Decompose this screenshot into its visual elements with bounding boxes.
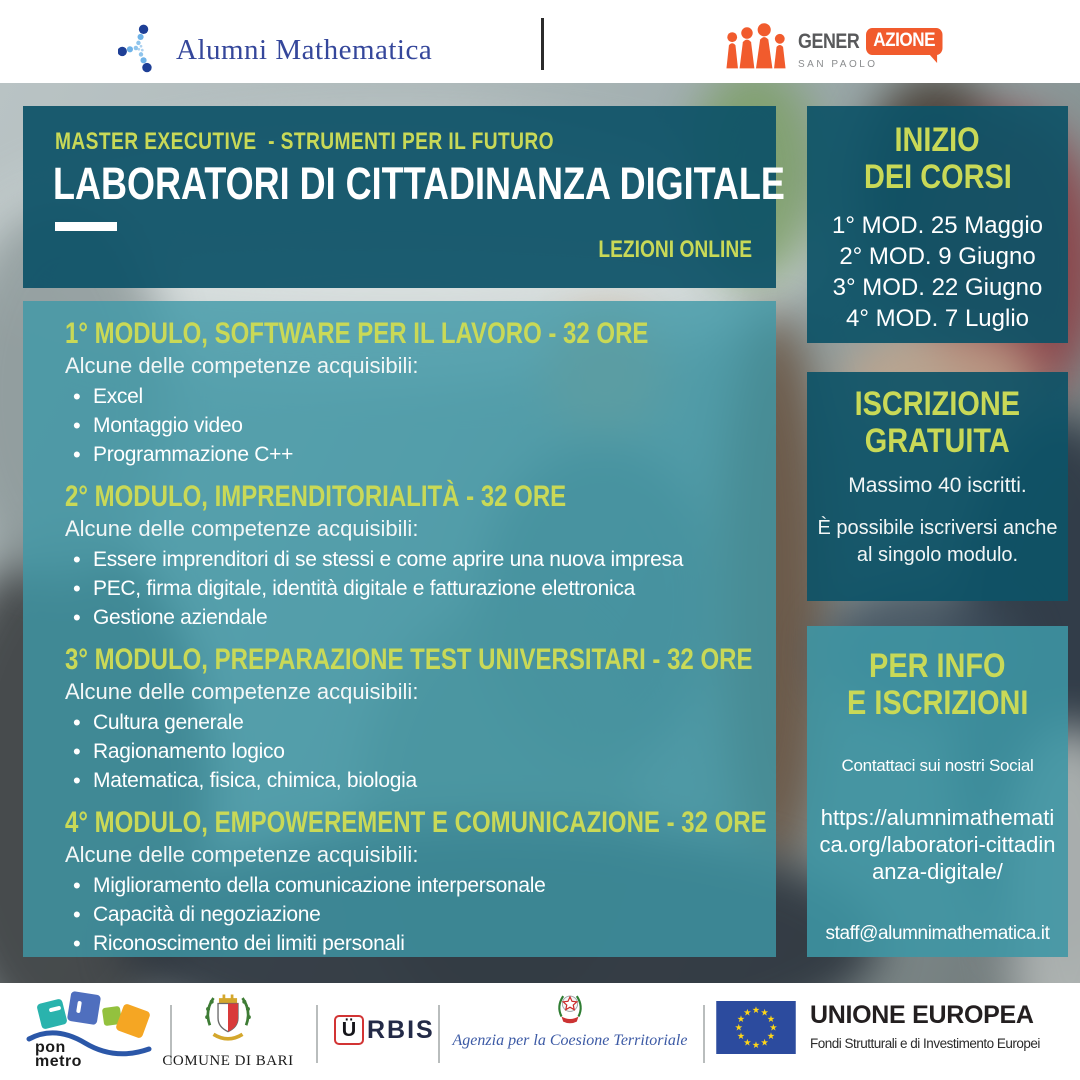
free-enrollment-title: ISCRIZIONE GRATUITA	[854, 385, 1021, 460]
module-1-intro: Alcune delle competenze acquisibili:	[65, 353, 419, 378]
module-4-intro: Alcune delle competenze acquisibili:	[65, 842, 419, 867]
list-item: • Programmazione C++	[65, 440, 766, 469]
max-enrollment-note: Massimo 40 iscritti.	[848, 474, 1027, 497]
email-link[interactable]: staff@alumnimathematica.it	[825, 923, 1050, 944]
svg-text:★: ★	[736, 1013, 746, 1025]
header-bar	[0, 0, 1080, 83]
list-item: • PEC, firma digitale, identità digitale e fatturazione elettronica	[65, 574, 766, 603]
generazione-people-icon	[724, 22, 788, 77]
svg-text:★: ★	[760, 1007, 769, 1019]
generazione-azione-badge: AZIONE	[866, 28, 942, 55]
free-enrollment-box	[807, 372, 1068, 601]
list-item: • Riconoscimento dei limiti personali	[65, 929, 766, 958]
svg-text:★: ★	[736, 1031, 746, 1043]
list-item: • Montaggio video	[65, 411, 766, 440]
footer-divider	[316, 1005, 318, 1063]
info-title: PER INFO E ISCRIZIONI	[846, 647, 1029, 722]
svg-text:★: ★	[734, 1022, 743, 1034]
page-title: LABORATORI DI CITTADINANZA DIGITALE	[53, 158, 785, 209]
title-banner	[23, 106, 785, 288]
eu-subtitle: Fondi Strutturali e di Investimento Europei	[810, 1036, 1040, 1051]
module-3-intro: Alcune delle competenze acquisibili:	[65, 679, 419, 704]
footer-divider	[438, 1005, 440, 1063]
module-2-intro: Alcune delle competenze acquisibili:	[65, 516, 419, 541]
pon-metro-logo	[25, 991, 153, 1076]
date-line: 1° MOD. 25 Maggio	[831, 212, 1044, 239]
svg-text:★: ★	[769, 1022, 778, 1034]
module-4	[65, 804, 766, 958]
pon-metro-logo-text: pon metro	[35, 1039, 82, 1070]
module-2-skill-list	[65, 545, 766, 632]
course-start-dates	[807, 210, 1068, 334]
comune-di-bari-crest-icon	[200, 1034, 256, 1051]
date-line: 4° MOD. 7 Luglio	[845, 305, 1029, 332]
module-3-title: 3° MODULO, PREPARAZIONE TEST UNIVERSITARI - 32 ORE	[65, 643, 753, 676]
alumni-mathematica-logo	[118, 22, 432, 79]
list-item: • Miglioramento della comunicazione interpersonale	[65, 871, 766, 900]
module-1-skill-list	[65, 382, 766, 469]
agenzia-emblem-icon	[554, 1012, 586, 1029]
module-2	[65, 478, 766, 632]
generazione-san-paolo-logo	[724, 22, 951, 77]
module-4-title: 4° MODULO, EMPOWEREMENT E COMUNICAZIONE - 32 ORE	[65, 806, 767, 839]
title-underline	[55, 222, 117, 231]
module-1-title: 1° MODULO, SOFTWARE PER IL LAVORO - 32 ORE	[65, 317, 649, 350]
module-4-skill-list	[65, 871, 766, 958]
list-item: • Essere imprenditori di se stessi e come aprire una nuova impresa	[65, 545, 766, 574]
footer-divider	[703, 1005, 705, 1063]
svg-text:★: ★	[766, 1031, 776, 1043]
svg-text:★: ★	[743, 1037, 752, 1049]
module-3	[65, 641, 766, 795]
social-contact-text: Contattaci sui nostri Social	[841, 756, 1034, 775]
generazione-subtitle: SAN PAOLO	[798, 59, 878, 70]
svg-text:★: ★	[751, 1005, 761, 1017]
urbis-logo-icon: Ü	[334, 1015, 364, 1045]
generazione-logo-text	[798, 28, 951, 83]
website-link[interactable]: https://alumnimathematica.org/laboratori-cittadinanza-digitale/	[819, 805, 1056, 884]
urbis-logo-text: RBIS	[367, 1015, 435, 1044]
banner-kicker: MASTER EXECUTIVE - STRUMENTI PER IL FUTURO	[55, 128, 554, 155]
date-line: 2° MOD. 9 Giugno	[839, 243, 1036, 270]
module-3-skill-list	[65, 708, 766, 795]
list-item: • Ragionamento logico	[65, 737, 766, 766]
agenzia-coesione-logo	[448, 991, 692, 1050]
course-start-title: INIZIO DEI CORSI	[863, 121, 1012, 196]
comune-di-bari-label: COMUNE DI BARI	[162, 1053, 294, 1069]
date-line: 3° MOD. 22 Giugno	[832, 274, 1043, 301]
footer-logos-bar	[0, 983, 1080, 1080]
alumni-mathematica-logo-icon	[118, 22, 164, 79]
eu-flag-icon	[716, 1001, 796, 1059]
comune-di-bari-logo	[150, 989, 306, 1070]
list-item: • Excel	[65, 382, 766, 411]
svg-text:★: ★	[766, 1013, 776, 1025]
single-module-note: È possibile iscriversi anche al singolo modulo.	[817, 517, 1058, 566]
alumni-mathematica-logo-text: Alumni Mathematica	[176, 34, 433, 66]
list-item: • Matematica, fisica, chimica, biologia	[65, 766, 766, 795]
module-2-title: 2° MODULO, IMPRENDITORIALITÀ - 32 ORE	[65, 480, 567, 513]
info-box	[807, 626, 1068, 957]
modules-panel	[23, 301, 776, 957]
generazione-gener-text: GENER	[798, 29, 860, 53]
svg-text:★: ★	[751, 1039, 761, 1051]
list-item: • Gestione aziendale	[65, 603, 766, 632]
agenzia-coesione-label: Agenzia per la Coesione Territoriale	[452, 1032, 688, 1049]
module-1	[65, 315, 766, 469]
lezioni-online-badge: LEZIONI ONLINE	[598, 236, 752, 263]
eu-title: UNIONE EUROPEA	[810, 1001, 1034, 1029]
header-divider	[541, 18, 544, 70]
eu-logo-text	[810, 1001, 1040, 1059]
svg-text:★: ★	[760, 1037, 769, 1049]
svg-text:★: ★	[743, 1007, 752, 1019]
list-item: • Cultura generale	[65, 708, 766, 737]
urbis-logo	[334, 1015, 435, 1045]
course-start-box	[807, 106, 1068, 343]
unione-europea-logo	[716, 1001, 1040, 1059]
list-item: • Capacità di negoziazione	[65, 900, 766, 929]
